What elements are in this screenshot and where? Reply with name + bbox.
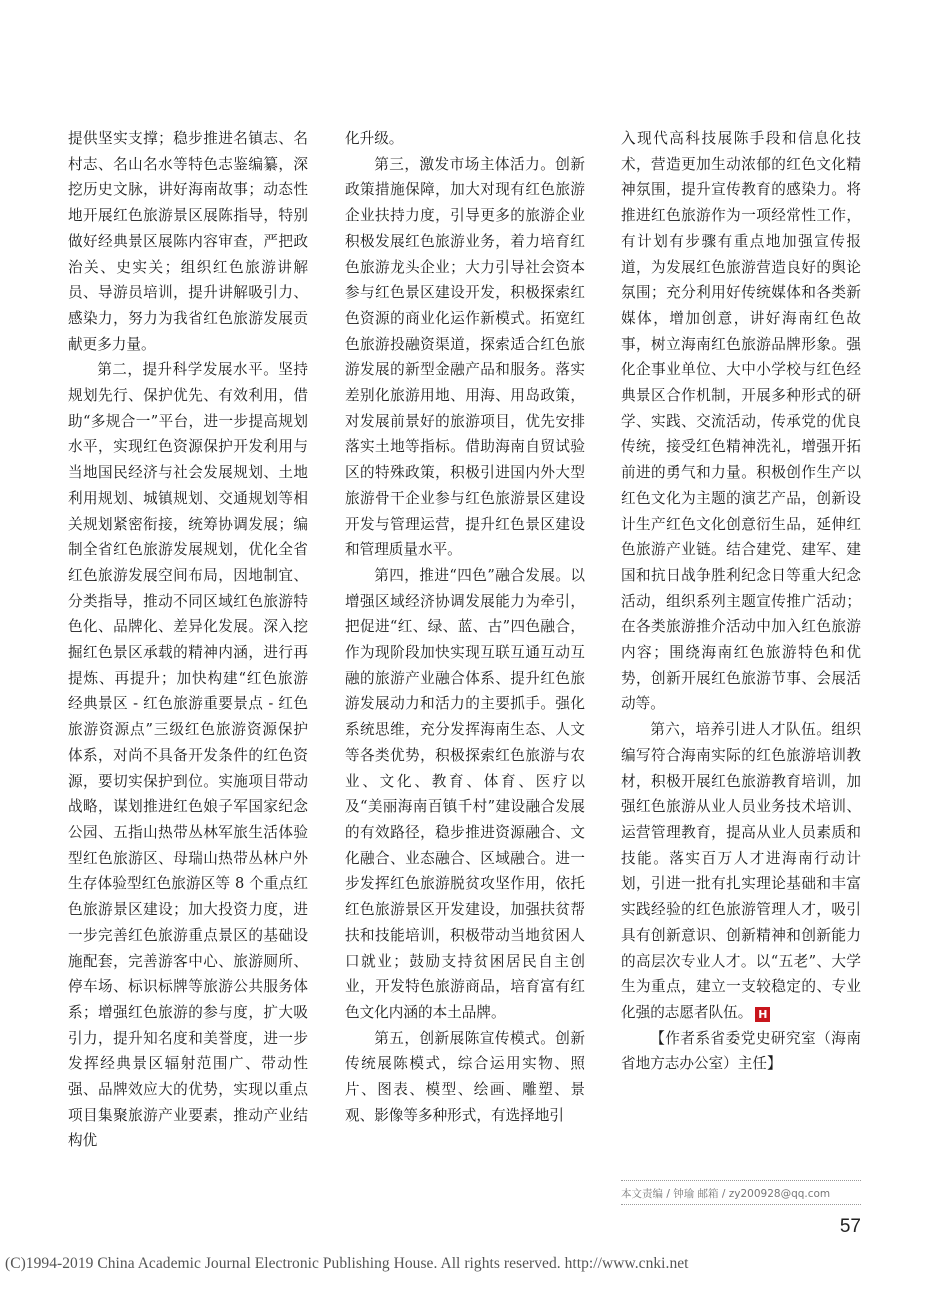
article-end-mark-icon: H [755,1007,770,1022]
footer-divider-top [621,1180,861,1181]
paragraph-section-5: 第五，创新展陈宣传模式。创新传统展陈模式，综合运用实物、照片、图表、模型、绘画、雕塑、景观、影像等多种形式，有选择地引 [345,1029,585,1124]
paragraph-section-6-text: 第六，培养引进人才队伍。组织编写符合海南实际的红色旅游培训教材，积极开展红色旅游教育培训，加强红色旅游从业人员业务技术培训、运营管理教育，提高从业人员素质和技能。落实百万人才进海南行动计划，引进一批有扎实理论基础和丰富实践经验的红色旅游管理人才，吸引具有创新意识、创新精神和创新能力的高层次专业人才。以“五老”、大学生为重点，建立一支较稳定的、专业化强的志愿者队伍。 [621,721,861,1021]
paragraph-section-6 [621,717,861,1025]
editor-credit: 本文责编 / 钟瑜 邮箱 / zy200928@qq.com [621,1188,831,1200]
paragraph-section-2: 第二，提升科学发展水平。坚持规划先行、保护优先、有效利用，借助“多规合一”平台，进一步提高规划水平，实现红色资源保护开发利用与当地国民经济与社会发展规划、土地利用规划、城镇规划、交通规划等相关规划紧密衔接，统筹协调发展；编制全省红色旅游发展规划，优化全省红色旅游发展空间布局，因地制宜、分类指导，推动不同区域红色旅游特色化、品牌化、差异化发展。深入挖掘红色景区承载的精神内涵，进行再提炼、再提升；加快构建“红色旅游经典景区 - 红色旅游重要景点 - 红色旅游资源点”三级红色旅游资源保护体系，对尚不具备开发条件的红色资源，要切实保护到位。实施项目带动战略，谋划推进红色娘子军国家纪念公园、五指山热带丛林军旅生活体验型红色旅游区、母瑞山热带丛林户外生存体验型红色旅游区等 8 个重点红色旅游景区建设；加大投资力度，进一步完善红色旅游重点景区的基础设施配套，完善游客中心、旅游厕所、停车场、标识标牌等旅游公共服务体系；增强红色旅游的参与度，扩大吸引力，提升知名度和美誉度，进一步发挥经典景区辐射范围广、带动性强、品牌效应大的优势，实现以重点项目集聚旅游产业要素，推动产业结构优 [68,361,308,1150]
footer-divider-bottom [621,1204,861,1205]
author-note: 【作者系省委党史研究室（海南省地方志办公室）主任】 [621,1029,861,1073]
paragraph-continued: 化升级。 [345,130,404,147]
paragraph-continued: 提供坚实支撑；稳步推进名镇志、名村志、名山名水等特色志鉴编纂，深挖历史文脉，讲好海南故事；动态性地开展红色旅游景区展陈指导，特别做好经典景区展陈内容审查，严把政治关、史实关；组织红色旅游讲解员、导游员培训，提升讲解吸引力、感染力，努力为我省红色旅游发展贡献更多力量。 [68,130,308,353]
paragraph-section-3: 第三，激发市场主体活力。创新政策措施保障，加大对现有红色旅游企业扶持力度，引导更多的旅游企业积极发展红色旅游业务，着力培育红色旅游龙头企业；大力引导社会资本参与红色景区建设开发，积极探索红色资源的商业化运作新模式。拓宽红色旅游投融资渠道，探索适合红色旅游发展的新型金融产品和服务。落实差别化旅游用地、用海、用岛政策，对发展前景好的旅游项目，优先安排落实土地等指标。借助海南自贸试验区的特殊政策，积极引进国内外大型旅游骨干企业参与红色旅游景区建设开发与管理运营，提升红色景区建设和管理质量水平。 [345,155,585,559]
paragraph-continued: 入现代高科技展陈手段和信息化技术，营造更加生动浓郁的红色文化精神氛围，提升宣传教育的感染力。将推进红色旅游作为一项经常性工作，有计划有步骤有重点地加强宣传报道，为发展红色旅游营造良好的舆论氛围；充分利用好传统媒体和各类新媒体，增加创意，讲好海南红色故事，树立海南红色旅游品牌形象。强化企事业单位、大中小学校与红色经典景区合作机制，开展多种形式的研学、实践、交流活动，传承党的优良传统，接受红色精神洗礼，增强开拓前进的勇气和力量。积极创作生产以红色文化为主题的演艺产品，创新设计生产红色文化创意衍生品，延伸红色旅游产业链。结合建党、建军、建国和抗日战争胜利纪念日等重大纪念活动，组织系列主题宣传推广活动；在各类旅游推介活动中加入红色旅游内容；围绕海南红色旅游特色和优势，创新开展红色旅游节事、会展活动等。 [621,130,861,713]
paragraph-section-4: 第四，推进“四色”融合发展。以增强区域经济协调发展能力为牵引，把促进“红、绿、蓝、古”四色融合，作为现阶段加快实现互联互通互动互融的旅游产业融合体系、提升红色旅游发展动力和活力的主要抓手。强化系统思维，充分发挥海南生态、人文等各类优势，积极探索红色旅游与农业、文化、教育、体育、医疗以及“美丽海南百镇千村”建设融合发展的有效路径，稳步推进资源融合、文化融合、业态融合、区域融合。进一步发挥红色旅游脱贫攻坚作用，依托红色旅游景区开发建设，加强扶贫帮扶和技能培训，积极带动当地贫困人口就业；鼓励支持贫困居民自主创业，开发特色旅游商品，培育富有红色文化内涵的本土品牌。 [345,566,585,1021]
article-column-1 [68,126,308,1154]
article-column-3 [621,126,861,1077]
copyright-watermark: (C)1994-2019 China Academic Journal Electronic Publishing House. All rights reserved. http://www.cnki.net [5,1255,689,1272]
article-column-2 [345,126,585,1128]
page-number: 57 [839,1216,861,1237]
